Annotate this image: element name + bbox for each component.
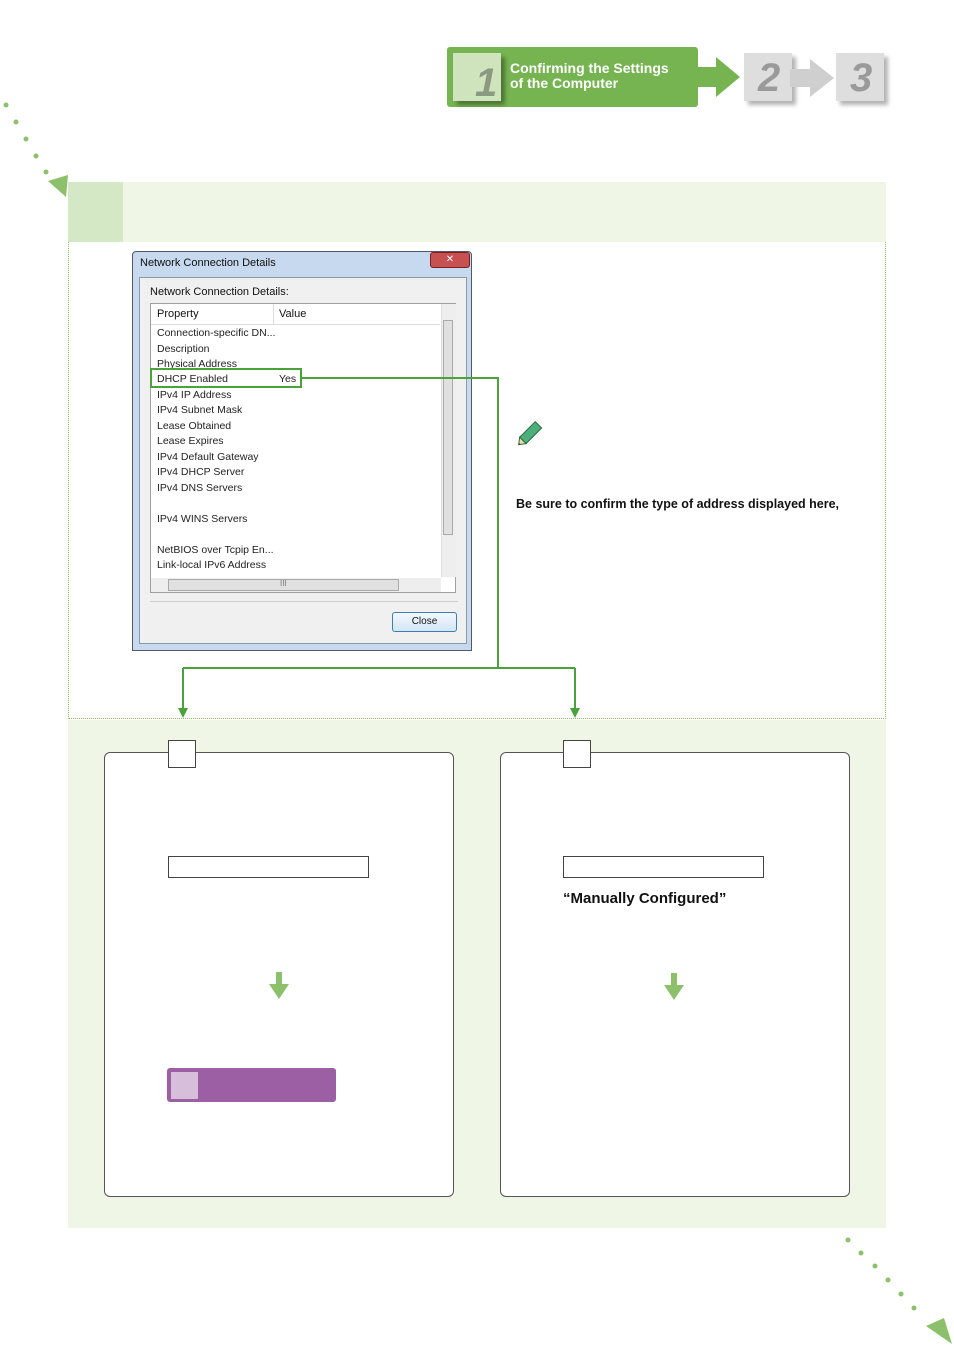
list-label: Network Connection Details: bbox=[150, 286, 289, 298]
list-row-property[interactable]: IPv4 DHCP Server bbox=[157, 466, 245, 478]
close-button[interactable]: Close bbox=[392, 612, 457, 632]
list-row-value[interactable]: Yes bbox=[279, 373, 297, 385]
column-header-value[interactable]: Value bbox=[279, 308, 307, 320]
list-row-property[interactable]: Connection-specific DN... bbox=[157, 327, 276, 339]
list-row-property[interactable]: Lease Expires bbox=[157, 435, 224, 447]
pencil-icon bbox=[514, 416, 548, 450]
list-row-property[interactable]: IPv4 Default Gateway bbox=[157, 451, 259, 463]
list-row-property[interactable]: Physical Address bbox=[157, 358, 237, 370]
step-title-line-1: Confirming the Settings bbox=[510, 60, 669, 76]
dotted-arrow-bottom-right bbox=[836, 1230, 954, 1348]
list-row-property[interactable]: DHCP Enabled bbox=[157, 373, 229, 385]
down-arrow-icon bbox=[269, 972, 289, 1000]
dialog-close-x-button[interactable]: ✕ bbox=[430, 252, 470, 268]
next-step-square bbox=[171, 1072, 198, 1099]
down-arrow-icon bbox=[664, 973, 684, 1001]
step-title-line-2: of the Computer bbox=[510, 75, 619, 91]
address-type-field bbox=[168, 856, 369, 878]
list-row-property[interactable]: Link-local IPv6 Address bbox=[157, 559, 267, 571]
tip-text: Be sure to confirm the type of address displayed here, bbox=[516, 497, 840, 511]
address-type-field bbox=[563, 856, 764, 878]
dialog-title: Network Connection Details bbox=[140, 257, 276, 269]
list-row-property[interactable]: NetBIOS over Tcpip En... bbox=[157, 544, 274, 556]
manually-configured-label: “Manually Configured” bbox=[563, 890, 727, 907]
checkbox-square bbox=[563, 740, 591, 768]
step-2-number: 2 bbox=[758, 56, 781, 100]
list-row-property[interactable]: Description bbox=[157, 343, 210, 355]
list-row-property[interactable]: IPv4 Subnet Mask bbox=[157, 404, 243, 416]
step-3-number: 3 bbox=[850, 56, 873, 100]
list-row-property[interactable]: IPv4 IP Address bbox=[157, 389, 232, 401]
scroll-grip-icon: III bbox=[280, 579, 287, 588]
list-row-property[interactable]: Lease Obtained bbox=[157, 420, 232, 432]
column-header-property[interactable]: Property bbox=[157, 308, 199, 320]
list-row-property[interactable]: IPv4 WINS Servers bbox=[157, 513, 248, 525]
step-1-number: 1 bbox=[475, 61, 498, 105]
checkbox-square bbox=[168, 740, 196, 768]
list-row-property[interactable]: IPv4 DNS Servers bbox=[157, 482, 243, 494]
